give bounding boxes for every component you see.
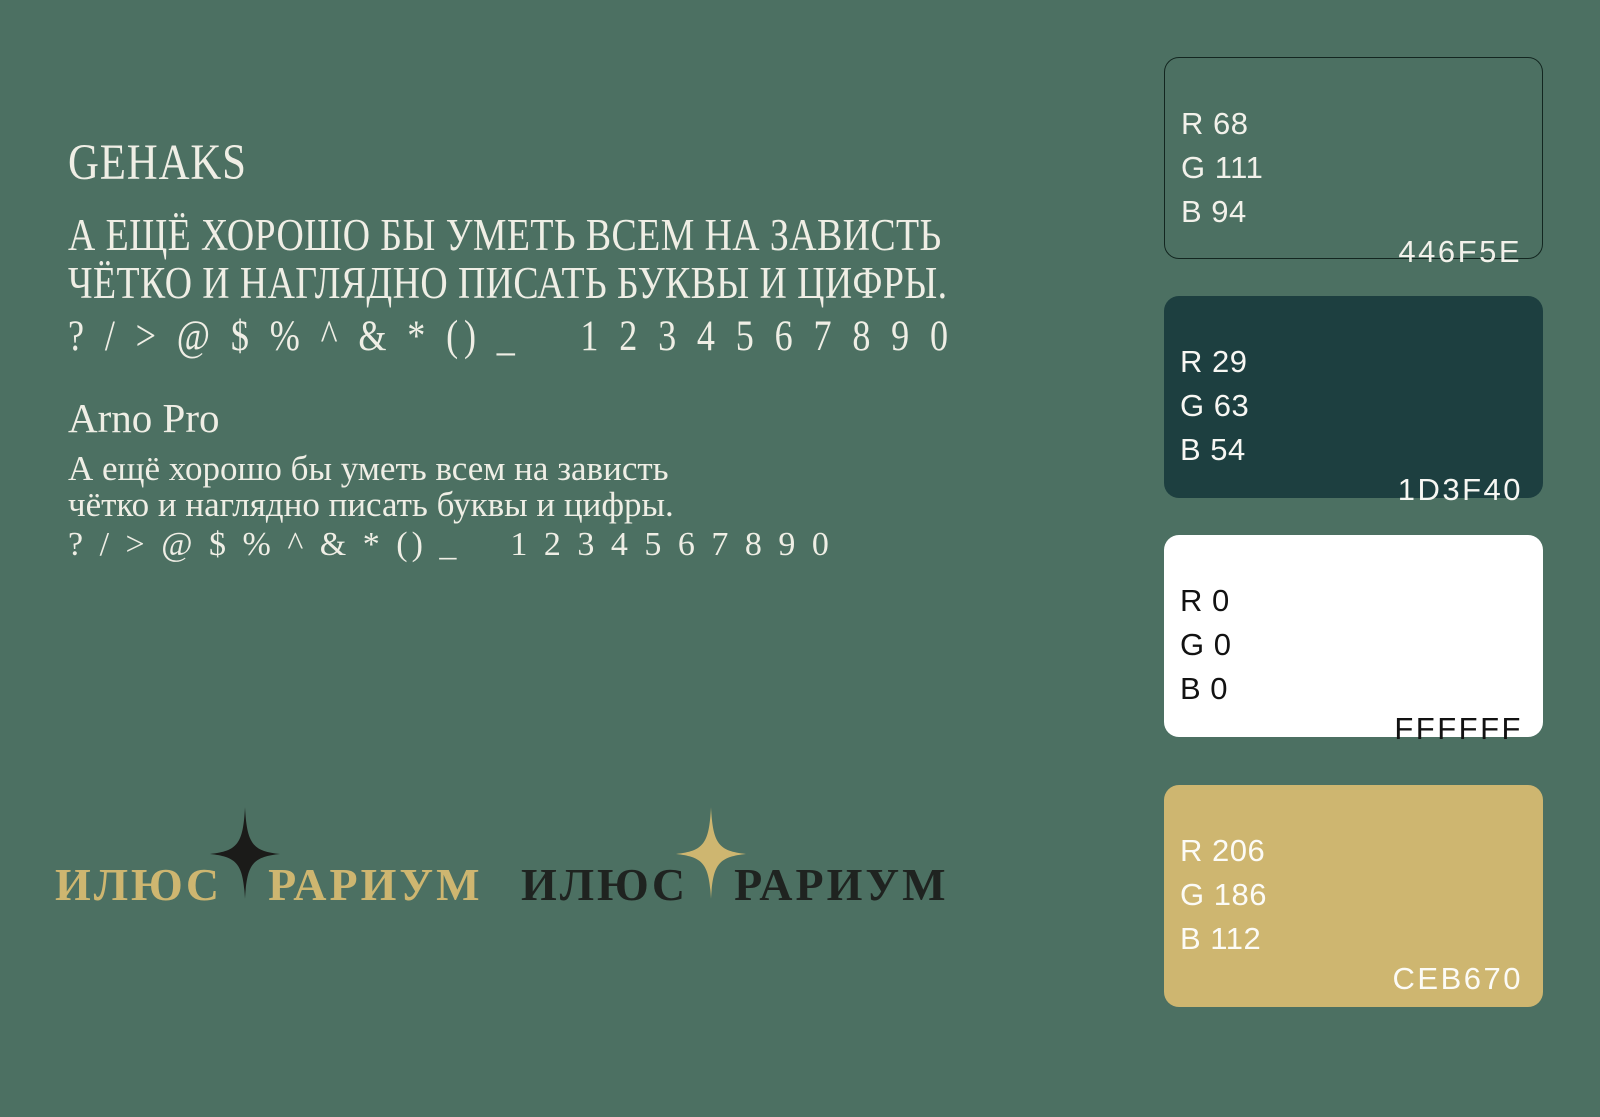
color-swatch-FFFFFF (1164, 535, 1543, 746)
hex-code: 446F5E (1398, 234, 1522, 269)
logo-text: ИЛЮС (521, 859, 689, 910)
font-name-gehaks: GEHAKS (68, 135, 247, 191)
rgb-b: B 0 (1180, 671, 1229, 706)
rgb-b: B 112 (1180, 921, 1262, 956)
color-swatch-1D3F40 (1164, 296, 1543, 507)
rgb-g: G 63 (1180, 388, 1250, 423)
logo-text: РАРИУМ (734, 859, 949, 910)
pangram-line: ЧЁТКО И НАГЛЯДНО ПИСАТЬ БУКВЫ И ЦИФРЫ. (68, 258, 948, 308)
font-specimen-arno-pro (68, 395, 833, 565)
symbols-digits-line: ? / > @ $ % ^ & * () _ 1 2 3 4 5 6 7 8 9 0 (68, 313, 954, 360)
rgb-values (1180, 340, 1523, 472)
rgb-values (1181, 102, 1522, 234)
hex-code: FFFFFF (1394, 711, 1523, 746)
logo-text: ИЛЮС (55, 859, 223, 910)
logo-ilustrarium-dark (521, 806, 949, 908)
pangram-line: чётко и наглядно писать буквы и цифры. (68, 485, 674, 524)
rgb-r: R 206 (1180, 833, 1266, 868)
color-swatch-CEB670 (1164, 785, 1543, 1007)
pangram-line: А ещё хорошо бы уметь всем на зависть (68, 449, 669, 488)
logo-text: РАРИУМ (268, 859, 483, 910)
font-specimen-gehaks (68, 135, 954, 363)
rgb-g: G 111 (1181, 150, 1264, 185)
symbols-digits-line: ? / > @ $ % ^ & * () _ 1 2 3 4 5 6 7 8 9 0 (68, 526, 833, 563)
rgb-b: B 54 (1180, 432, 1246, 467)
logo-ilustrarium-gold (55, 806, 483, 908)
rgb-b: B 94 (1181, 194, 1247, 229)
rgb-g: G 0 (1180, 627, 1232, 662)
rgb-r: R 0 (1180, 583, 1230, 618)
font-name-arno-pro: Arno Pro (68, 395, 220, 441)
rgb-r: R 29 (1180, 344, 1248, 379)
pangram-line: А ЕЩЁ ХОРОШО БЫ УМЕТЬ ВСЕМ НА ЗАВИСТЬ (68, 210, 942, 260)
rgb-values (1180, 829, 1523, 961)
rgb-g: G 186 (1180, 877, 1267, 912)
rgb-values (1180, 579, 1523, 711)
color-swatch-446F5E (1164, 57, 1543, 269)
hex-code: 1D3F40 (1397, 472, 1523, 507)
hex-code: CEB670 (1392, 961, 1523, 996)
rgb-r: R 68 (1181, 106, 1249, 141)
